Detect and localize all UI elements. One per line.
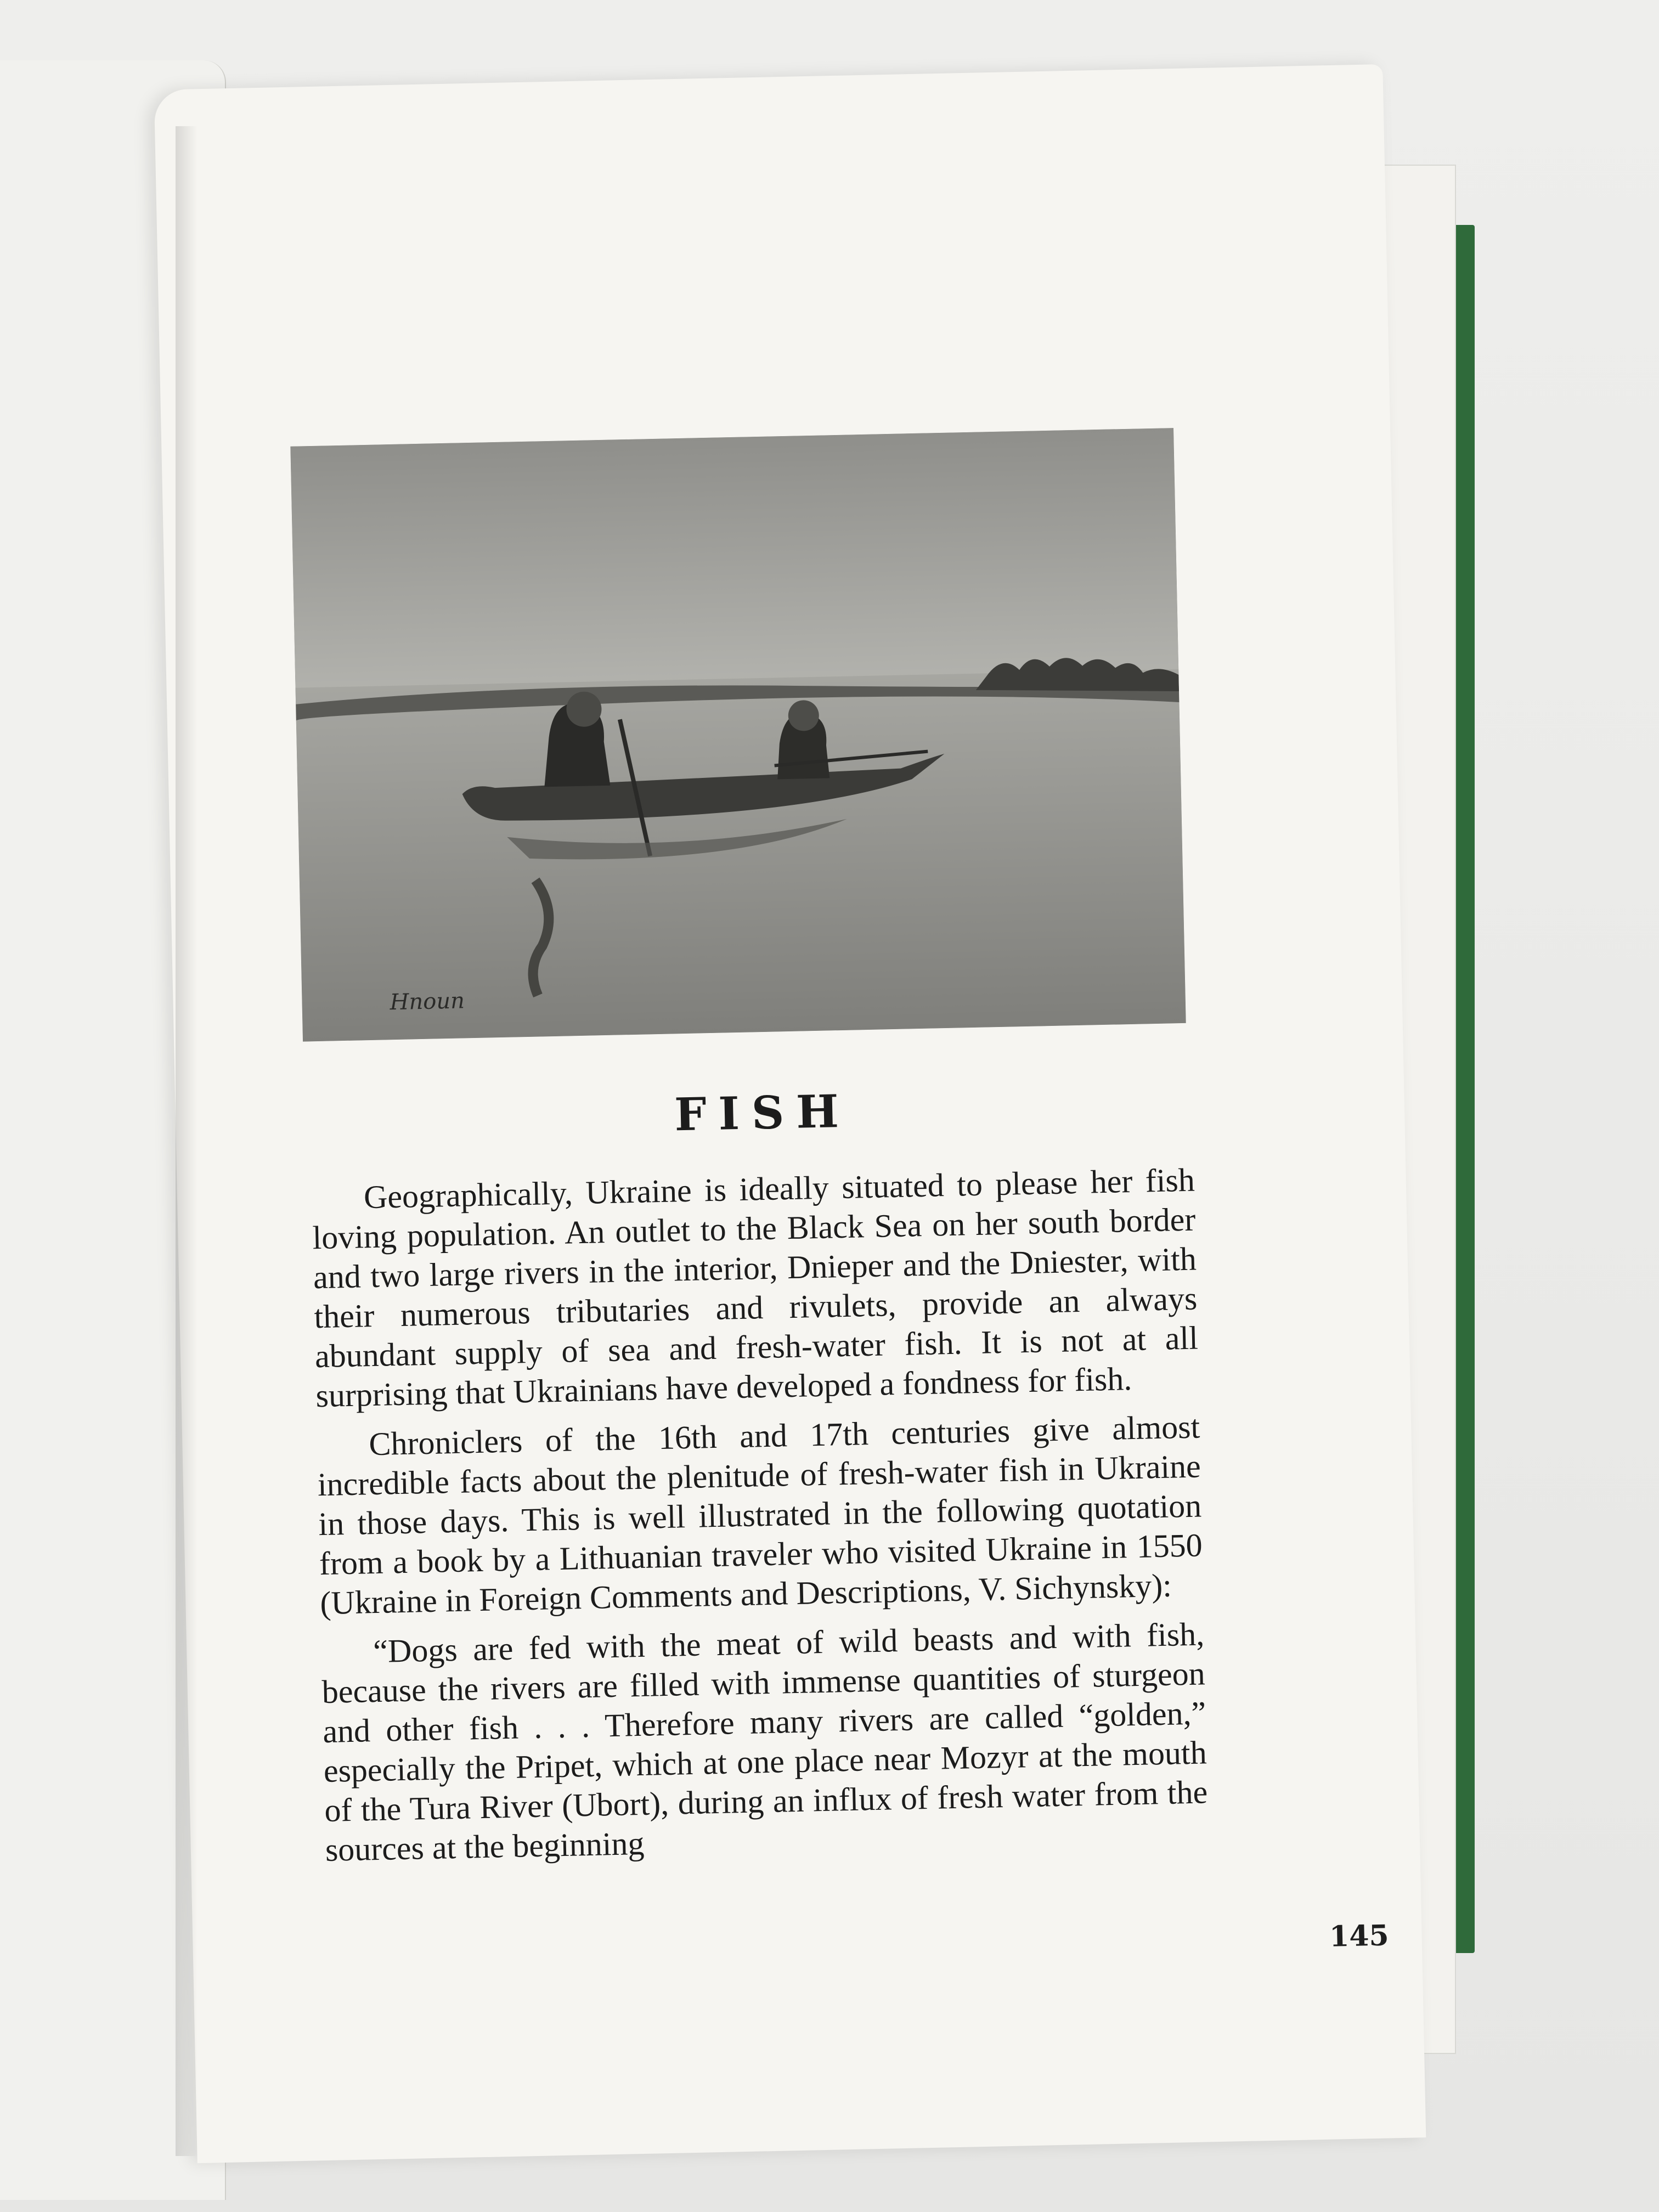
book-gutter — [176, 126, 198, 2156]
paragraph: Geographically, Ukraine is ideally situated to please her fish loving population. An outlet to the Black Sea on her south border and two large rivers in the interior, Dnieper and the Dniester, with their numerous tributaries and rivulets, provide an always abundant supply of sea and fresh-water fish. It is not at all surprising that Ukrainians have developed a fondness for fish. — [312, 1161, 1199, 1414]
page-number: 145 — [1329, 1918, 1390, 1954]
quotation-paragraph: “Dogs are fed with the meat of wild beasts and with fish, because the rivers are filled with immense quantities of sturgeon and other fish . . . Therefore many rivers are called “golden,” especially the Pripet, which at one place near Mozyr at the mouth of the Tura River (Ubort), during an influx of fresh water from the sources at the beginning — [321, 1616, 1208, 1869]
river-scene — [290, 428, 1186, 1041]
sky — [290, 428, 1178, 699]
artist-signature: Hnoun — [390, 988, 465, 1015]
paragraph: Chroniclers of the 16th and 17th centuries give almost incredible facts about the plenitude of fresh-water fish in Ukraine in those days. This is well illustrated in the following quotation from a book by a Lithuanian traveler who visited Ukraine in 1550 (Ukraine in Foreign Comments and Descriptions, V. Sichynsky): — [317, 1408, 1203, 1622]
boat-illustration — [290, 428, 1186, 1041]
chapter-title: FISH — [674, 1085, 851, 1142]
right-page — [154, 64, 1426, 2163]
chapter-text — [309, 1078, 1209, 1880]
water — [296, 669, 1186, 1042]
